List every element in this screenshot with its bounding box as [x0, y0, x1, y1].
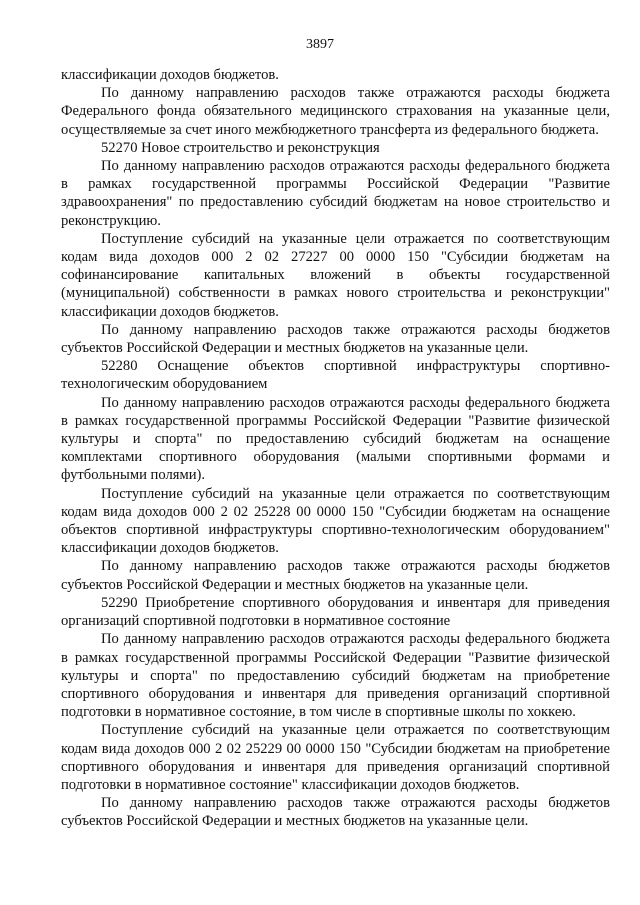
paragraph-continuation: классификации доходов бюджетов.: [61, 67, 279, 83]
heading-52290: 52290 Приобретение спортивного оборудования и инвентаря для приведения организаций спортивной подготовки в нормативное состояние: [61, 594, 610, 630]
paragraph-52290-income-code: Поступление субсидий на указанные цели отражается по соответствующим кодам вида доходов 000 2 02 25229 00 0000 150 "Субсидии бюджетам на приобретение спортивного оборудования и инвентаря для приведения организаций спортивной подготовки в нормативное состояние" классификации доходов бюджетов.: [61, 722, 610, 793]
paragraph-52270-income-code: Поступление субсидий на указанные цели отражается по соответствующим кодам вида доходов 000 2 02 27227 00 0000 150 "Субсидии бюджетам на софинансирование капитальных вложений в объекты государственной (муниципальной) собственности в рамках нового строительства и реконструкции" классификации доходов бюджетов.: [61, 230, 610, 320]
paragraph-52280-description: По данному направлению расходов отражаются расходы федерального бюджета в рамках государственной программы Российской Федерации "Развитие физической культуры и спорта" по предоставлению субсидий бюджетам на оснащение комплектами спортивного оборудования (малыми спортивными формами и футбольными полями).: [61, 394, 610, 484]
heading-52270: 52270 Новое строительство и реконструкция: [101, 139, 380, 156]
paragraph-52270-regional: По данному направлению расходов также отражаются расходы бюджетов субъектов Российской Федерации и местных бюджетов на указанные цели.: [61, 321, 610, 357]
paragraph-52280-regional: По данному направлению расходов также отражаются расходы бюджетов субъектов Российской Федерации и местных бюджетов на указанные цели.: [61, 558, 610, 593]
paragraph-52270-description: По данному направлению расходов отражаются расходы федерального бюджета в рамках государственной программы Российской Федерации "Развитие здравоохранения" по предоставлению субсидий бюджетам на новое строительство и реконструкцию.: [61, 158, 610, 229]
heading-52280: 52280 Оснащение объектов спортивной инфраструктуры спортивно-технологическим оборудованием: [61, 358, 610, 393]
paragraph-52290-regional: По данному направлению расходов также отражаются расходы бюджетов субъектов Российской Федерации и местных бюджетов на указанные цели.: [61, 795, 610, 830]
paragraph-52290-description: По данному направлению расходов отражаются расходы федерального бюджета в рамках государственной программы Российской Федерации "Развитие физической культуры и спорта" по предоставлению субсидий бюджетам на приобретение спортивного оборудования и инвентаря для приведения организаций спортивной подготовки в нормативное состояние, в том числе в спортивные школы по хоккею.: [61, 631, 610, 721]
page-number: 3897: [306, 37, 334, 52]
paragraph-52280-income-code: Поступление субсидий на указанные цели отражается по соответствующим кодам вида доходов 000 2 02 25228 00 0000 150 "Субсидии бюджетам на оснащение объектов спортивной инфраструктуры спортивно-технологическим оборудованием" классификации доходов бюджетов.: [61, 485, 610, 557]
document-body: [61, 66, 610, 831]
paragraph-ffoms-transfer: По данному направлению расходов также отражаются расходы бюджета Федерального фонда обязательного медицинского страхования на указанные цели, осуществляемые за счет иного межбюджетного трансферта из федерального бюджета.: [61, 85, 610, 138]
